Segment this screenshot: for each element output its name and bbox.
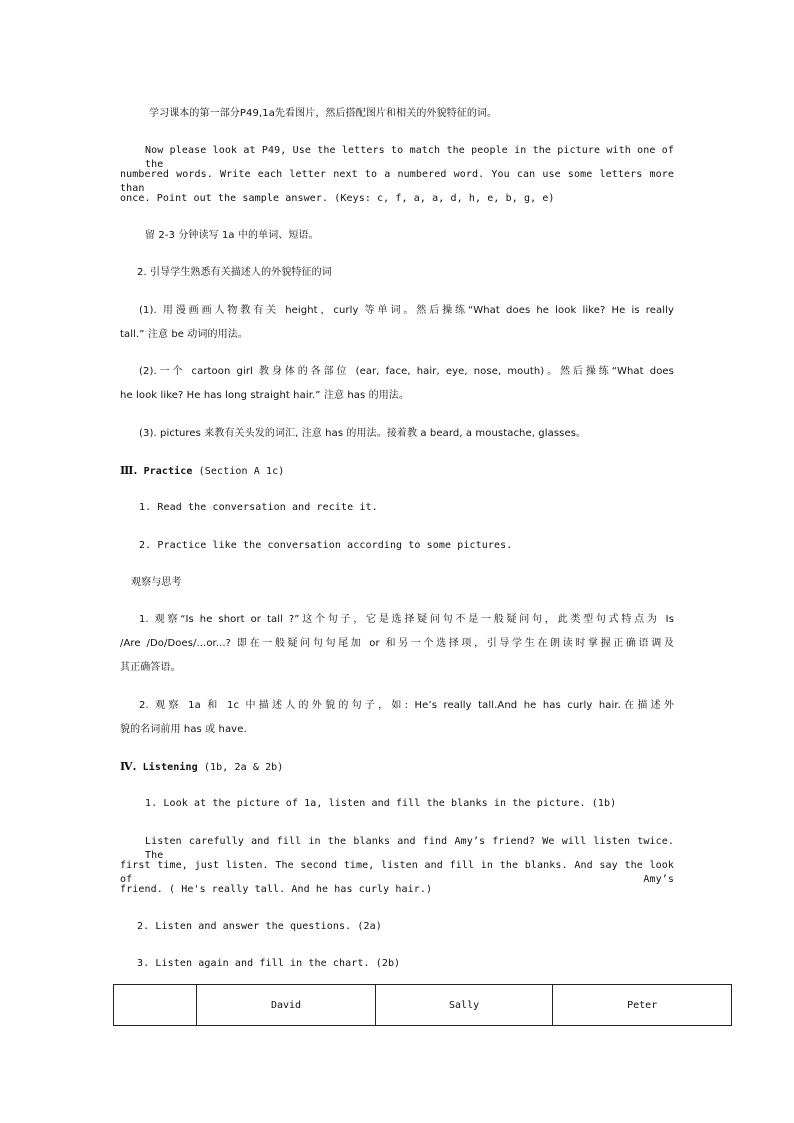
roman-numeral: Ⅳ. bbox=[120, 760, 137, 773]
section-subtitle: (Section A 1c) bbox=[198, 466, 285, 477]
paragraph-line: first time, just listen. The second time, listen and fill in the blanks. And say the look of Amy’s bbox=[120, 860, 674, 885]
list-item: 1. Look at the picture of 1a, listen and fill the blanks in the picture. (1b) bbox=[145, 798, 617, 809]
list-item: 3. Listen again and fill in the chart. (2b) bbox=[137, 958, 401, 969]
table-cell bbox=[114, 985, 197, 1026]
paragraph-line: 其正确答语。 bbox=[120, 662, 181, 673]
paragraph-line: /Are /Do/Does/...or...? 即在一般疑问句句尾加 or 和另一个选择项，引导学生在朗读时掌握正确语调及 bbox=[120, 638, 674, 649]
paragraph-line: 留 2-3 分钟读写 1a 中的单词、短语。 bbox=[145, 230, 319, 241]
paragraph-line: tall.” 注意 be 动词的用法。 bbox=[120, 329, 248, 340]
table-row bbox=[114, 985, 732, 1026]
paragraph-line: (1). 用漫画画人物教有关 height，curly 等单词。然后操练“What does he look like? He is really bbox=[139, 305, 674, 316]
list-item: 2. Practice like the conversation according to some pictures. bbox=[139, 540, 513, 551]
paragraph-line: 2. 观察 1a 和 1c 中描述人的外貌的句子，如: He’s really tall.And he has curly hair.在描述外 bbox=[139, 700, 674, 711]
paragraph-line: he look like? He has long straight hair.” 注意 has 的用法。 bbox=[120, 390, 409, 401]
section-heading-practice bbox=[120, 464, 284, 479]
paragraph-line: Now please look at P49, Use the letters to match the people in the picture with one of the bbox=[145, 145, 674, 170]
table-header-sally: Sally bbox=[375, 985, 553, 1026]
list-item: 2. Listen and answer the questions. (2a) bbox=[137, 921, 382, 932]
paragraph-line: 貌的名词前用 has 或 have. bbox=[120, 724, 247, 735]
paragraph-line: numbered words. Write each letter next to a numbered word. You can use some letters more than bbox=[120, 169, 674, 194]
section-heading: 2. 引导学生熟悉有关描述人的外貌特征的词 bbox=[137, 267, 332, 278]
section-title: Practice bbox=[143, 466, 193, 477]
paragraph-line: once. Point out the sample answer. (Keys: c, f, a, a, d, h, e, b, g, e) bbox=[120, 193, 555, 204]
subsection-heading: 观察与思考 bbox=[131, 577, 182, 588]
section-heading-listening bbox=[120, 760, 283, 775]
roman-numeral: Ⅲ. bbox=[120, 464, 138, 477]
instruction-1a-chinese: 学习课本的第一部分P49,1a先看图片，然后搭配图片和相关的外貌特征的词。 bbox=[149, 108, 498, 119]
listening-chart bbox=[113, 984, 732, 1026]
paragraph-line: 1. 观察“Is he short or tall ?”这个句子，它是选择疑问句不是一般疑问句，此类型句式特点为 Is bbox=[139, 614, 674, 625]
section-title: Listening bbox=[142, 762, 198, 773]
section-subtitle: (1b, 2a & 2b) bbox=[203, 762, 284, 773]
table-header-david: David bbox=[197, 985, 376, 1026]
paragraph-line: Listen carefully and fill in the blanks and find Amy’s friend? We will listen twice. The bbox=[145, 836, 674, 861]
list-item: 1. Read the conversation and recite it. bbox=[139, 502, 378, 513]
paragraph-line: friend. ( He's really tall. And he has curly hair.) bbox=[120, 884, 433, 895]
table-header-peter: Peter bbox=[553, 985, 732, 1026]
paragraph-line: (3). pictures 来教有关头发的词汇, 注意 has 的用法。接着教 a beard, a moustache, glasses。 bbox=[139, 428, 587, 439]
paragraph-line: (2).一个 cartoon girl 教身体的各部位 (ear, face, hair, eye, nose, mouth)。然后操练“What does bbox=[139, 366, 674, 377]
